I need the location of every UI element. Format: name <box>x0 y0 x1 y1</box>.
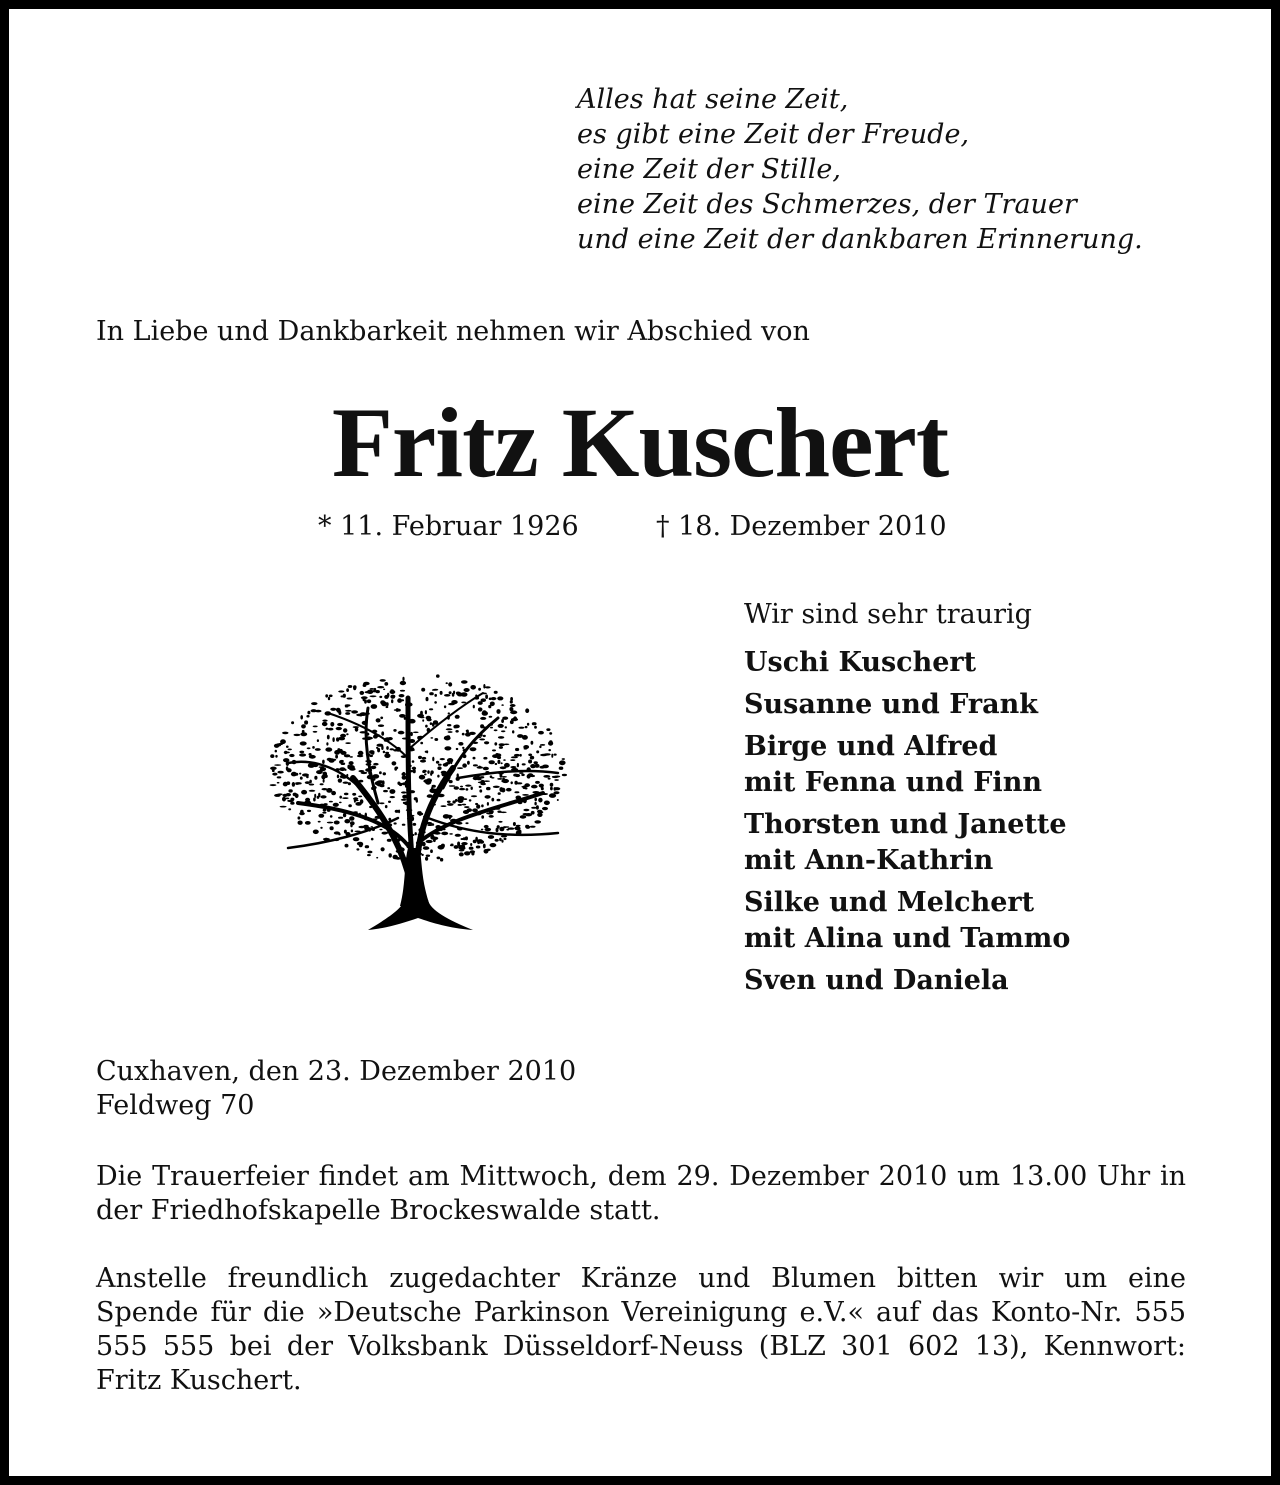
mourner-group <box>744 963 1070 999</box>
mourner-group <box>744 885 1070 957</box>
poem-line: eine Zeit des Schmerzes, der Trauer <box>577 189 1077 220</box>
mourner-group <box>744 645 1070 681</box>
deceased-name: Fritz Kuschert <box>331 387 949 498</box>
address: Feldweg 70 <box>96 1090 255 1121</box>
tree-icon <box>258 668 580 936</box>
mourners-intro: Wir sind sehr traurig <box>744 599 1032 630</box>
poem <box>577 82 1143 257</box>
mourner-name: Sven und Daniela <box>744 965 1009 996</box>
mourner-name: Silke und Melchert <box>744 887 1035 918</box>
farewell-intro: In Liebe und Dankbarkeit nehmen wir Abschied von <box>96 316 810 347</box>
mourner-group <box>744 729 1070 801</box>
poem-line: und eine Zeit der dankbaren Erinnerung. <box>577 224 1143 255</box>
poem-line: eine Zeit der Stille, <box>577 154 841 185</box>
mourners-list <box>744 645 1070 1005</box>
mourner-name: Susanne und Frank <box>744 689 1038 720</box>
funeral-notice: Die Trauerfeier findet am Mittwoch, dem 29. Dezember 2010 um 13.00 Uhr in der Friedhofskapelle Brockeswalde statt. <box>96 1161 1186 1226</box>
city-date: Cuxhaven, den 23. Dezember 2010 <box>96 1056 577 1087</box>
birth-date: * 11. Februar 1926 <box>318 511 579 542</box>
mourner-group <box>744 687 1070 723</box>
donation-notice: Anstelle freundlich zugedachter Kränze und Blumen bitten wir um eine Spende für die »Deutsche Parkinson Vereinigung e.V.« auf das Konto-Nr. 555 555 555 bei der Volksbank Düsseldorf-Neuss (BLZ 301 602 13), Kennwort: Fritz Kuschert. <box>96 1263 1186 1396</box>
poem-line: es gibt eine Zeit der Freude, <box>577 119 970 150</box>
poem-line: Alles hat seine Zeit, <box>577 84 849 115</box>
mourner-group <box>744 807 1070 879</box>
mourner-name: mit Ann-Kathrin <box>744 845 994 876</box>
mourner-name: Uschi Kuschert <box>744 647 977 678</box>
death-date: † 18. Dezember 2010 <box>656 511 947 542</box>
mourner-name: Thorsten und Janette <box>744 809 1067 840</box>
mourner-name: mit Fenna und Finn <box>744 767 1042 798</box>
mourner-name: Birge und Alfred <box>744 731 998 762</box>
place-and-address <box>96 1055 576 1123</box>
mourner-name: mit Alina und Tammo <box>744 923 1071 954</box>
